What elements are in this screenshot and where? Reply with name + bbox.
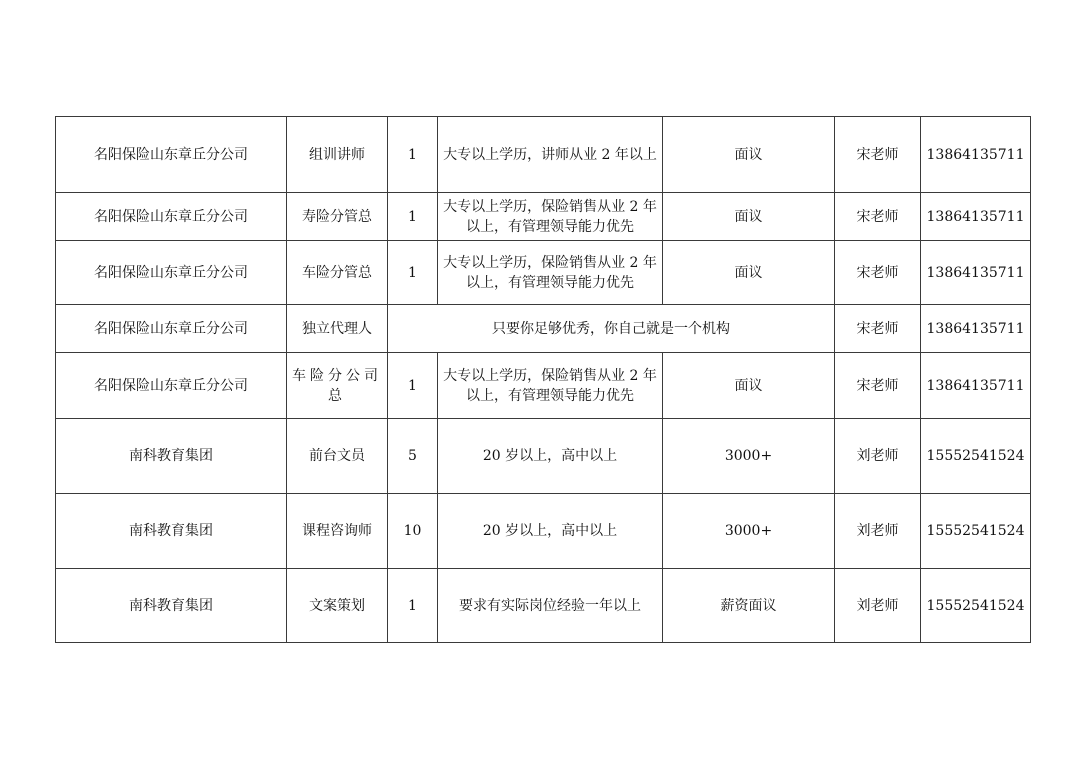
table-row xyxy=(56,353,1031,419)
count-cell: 10 xyxy=(388,494,438,569)
count-cell: 1 xyxy=(388,117,438,193)
phone-cell: 13864135711 xyxy=(921,117,1031,193)
table-row xyxy=(56,193,1031,241)
salary-cell: 3000+ xyxy=(663,494,835,569)
requirement-cell: 大专以上学历，保险销售从业 2 年以上，有管理领导能力优先 xyxy=(438,193,663,241)
contact-cell: 宋老师 xyxy=(835,241,921,305)
count-cell: 1 xyxy=(388,569,438,643)
salary-cell: 面议 xyxy=(663,241,835,305)
contact-cell: 宋老师 xyxy=(835,305,921,353)
table-row xyxy=(56,241,1031,305)
company-cell: 南科教育集团 xyxy=(56,494,287,569)
count-cell: 1 xyxy=(388,193,438,241)
table-row xyxy=(56,117,1031,193)
job-listing-table xyxy=(55,116,1031,643)
salary-cell: 面议 xyxy=(663,193,835,241)
company-cell: 南科教育集团 xyxy=(56,569,287,643)
salary-cell: 薪资面议 xyxy=(663,569,835,643)
position-cell: 寿险分管总 xyxy=(287,193,388,241)
count-cell: 5 xyxy=(388,419,438,494)
table-row xyxy=(56,305,1031,353)
position-cell: 独立代理人 xyxy=(287,305,388,353)
requirement-cell: 大专以上学历，讲师从业 2 年以上 xyxy=(438,117,663,193)
contact-cell: 刘老师 xyxy=(835,569,921,643)
phone-cell: 13864135711 xyxy=(921,241,1031,305)
phone-cell: 13864135711 xyxy=(921,353,1031,419)
phone-cell: 15552541524 xyxy=(921,569,1031,643)
requirement-cell: 只要你足够优秀，你自己就是一个机构 xyxy=(388,305,835,353)
contact-cell: 刘老师 xyxy=(835,419,921,494)
company-cell: 名阳保险山东章丘分公司 xyxy=(56,193,287,241)
requirement-cell: 20 岁以上，高中以上 xyxy=(438,419,663,494)
position-cell: 前台文员 xyxy=(287,419,388,494)
salary-cell: 面议 xyxy=(663,353,835,419)
count-cell: 1 xyxy=(388,241,438,305)
contact-cell: 宋老师 xyxy=(835,193,921,241)
requirement-cell: 要求有实际岗位经验一年以上 xyxy=(438,569,663,643)
company-cell: 名阳保险山东章丘分公司 xyxy=(56,117,287,193)
company-cell: 名阳保险山东章丘分公司 xyxy=(56,353,287,419)
requirement-cell: 大专以上学历，保险销售从业 2 年以上，有管理领导能力优先 xyxy=(438,353,663,419)
table-row xyxy=(56,419,1031,494)
phone-cell: 15552541524 xyxy=(921,494,1031,569)
salary-cell: 3000+ xyxy=(663,419,835,494)
table-row xyxy=(56,494,1031,569)
position-cell: 组训讲师 xyxy=(287,117,388,193)
salary-cell: 面议 xyxy=(663,117,835,193)
company-cell: 南科教育集团 xyxy=(56,419,287,494)
contact-cell: 宋老师 xyxy=(835,117,921,193)
phone-cell: 13864135711 xyxy=(921,305,1031,353)
phone-cell: 15552541524 xyxy=(921,419,1031,494)
company-cell: 名阳保险山东章丘分公司 xyxy=(56,305,287,353)
requirement-cell: 大专以上学历，保险销售从业 2 年以上，有管理领导能力优先 xyxy=(438,241,663,305)
table-row xyxy=(56,569,1031,643)
requirement-cell: 20 岁以上，高中以上 xyxy=(438,494,663,569)
position-cell: 车险分公司总 xyxy=(287,353,388,419)
contact-cell: 刘老师 xyxy=(835,494,921,569)
contact-cell: 宋老师 xyxy=(835,353,921,419)
position-cell: 课程咨询师 xyxy=(287,494,388,569)
position-cell: 文案策划 xyxy=(287,569,388,643)
phone-cell: 13864135711 xyxy=(921,193,1031,241)
position-cell: 车险分管总 xyxy=(287,241,388,305)
count-cell: 1 xyxy=(388,353,438,419)
company-cell: 名阳保险山东章丘分公司 xyxy=(56,241,287,305)
